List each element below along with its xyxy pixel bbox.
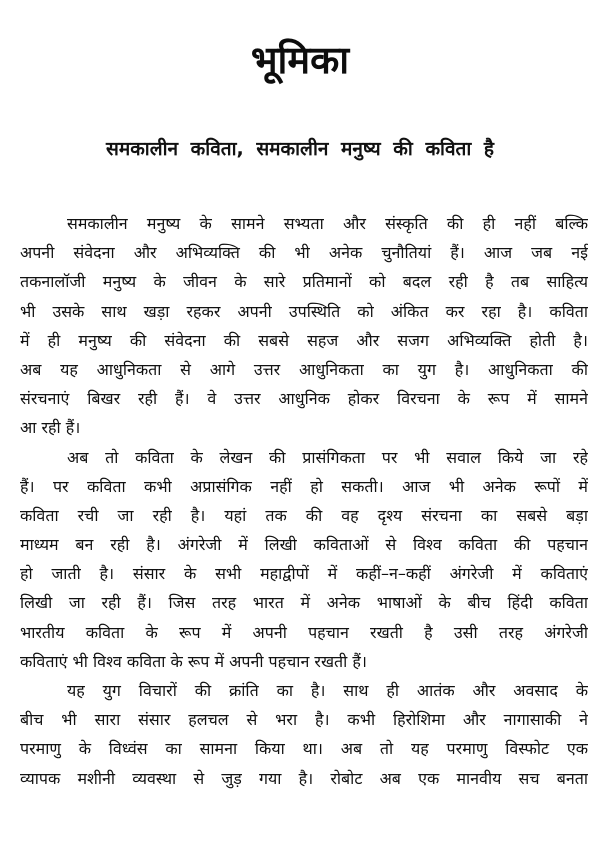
text-line: अब तो कविता के लेखन की प्रासंगिकता पर भी सवाल किये जा रहे: [67, 447, 588, 467]
text-line: यह युग विचारों की क्रांति का है। साथ ही आतंक और अवसाद के: [67, 681, 588, 700]
text-line: भी उसके साथ खड़ा रहकर अपनी उपस्थिति को अंकित कर रहा है। कविता: [20, 301, 588, 321]
paragraph-3: [20, 679, 588, 796]
text-line: अपनी संवेदना और अभिव्यक्ति की भी अनेक चुनौतियां हैं। आज जब नई: [20, 243, 588, 263]
text-line: हैं। पर कविता कभी अप्रासंगिक नहीं हो सकती। आज भी अनेक रूपों में: [20, 476, 588, 496]
text-line: व्यापक मशीनी व्यवस्था से जुड़ गया है। रोबोट अब एक मानवीय सच बनता: [20, 768, 588, 788]
text-line: तकनालॉजी मनुष्य के जीवन के सारे प्रतिमानों को बदल रही है तब साहित्य: [20, 272, 588, 292]
text-line: संरचनाएं बिखर रही हैं। वे उत्तर आधुनिक होकर विरचना के रूप में सामने: [20, 389, 588, 409]
text-line: आ रही हैं।: [20, 418, 81, 438]
body-text: [20, 212, 588, 796]
text-line: कविताएं भी विश्व कविता के रूप में अपनी पहचान रखती हैं।: [20, 651, 367, 671]
text-line: कविता रची जा रही है। यहां तक की वह दृश्य संरचना का सबसे बड़ा: [20, 505, 588, 525]
paragraph-2: [20, 446, 588, 680]
text-line: लिखी जा रही हैं। जिस तरह भारत में अनेक भाषाओं के बीच हिंदी कविता: [20, 593, 588, 613]
text-line: परमाणु के विध्वंस का सामना किया था। अब तो यह परमाणु विस्फोट एक: [20, 739, 588, 759]
text-line: माध्यम बन रही है। अंगरेजी में लिखी कविताओं से विश्व कविता की पहचान: [20, 535, 588, 555]
text-line: में ही मनुष्य की संवेदना की सबसे सहज और सजग अभिव्यक्ति होती है।: [20, 330, 588, 350]
text-line: हो जाती है। संसार के सभी महाद्वीपों में कहीं–न–कहीं अंगरेजी में कविताएं: [20, 564, 588, 584]
section-subtitle: समकालीन कविता, समकालीन मनुष्य की कविता है: [106, 138, 494, 160]
page-title: भूमिका: [250, 38, 350, 82]
text-line: भारतीय कविता के रूप में अपनी पहचान रखती है उसी तरह अंगरेजी: [20, 622, 588, 642]
text-line: समकालीन मनुष्य के सामने सभ्यता और संस्कृति की ही नहीं बल्कि: [67, 214, 588, 233]
paragraph-1: [20, 212, 588, 446]
text-line: अब यह आधुनिकता से आगे उत्तर आधुनिकता का युग है। आधुनिकता की: [20, 359, 588, 379]
text-line: बीच भी सारा संसार हलचल से भरा है। कभी हिरोशिमा और नागासाकी ने: [20, 710, 588, 730]
